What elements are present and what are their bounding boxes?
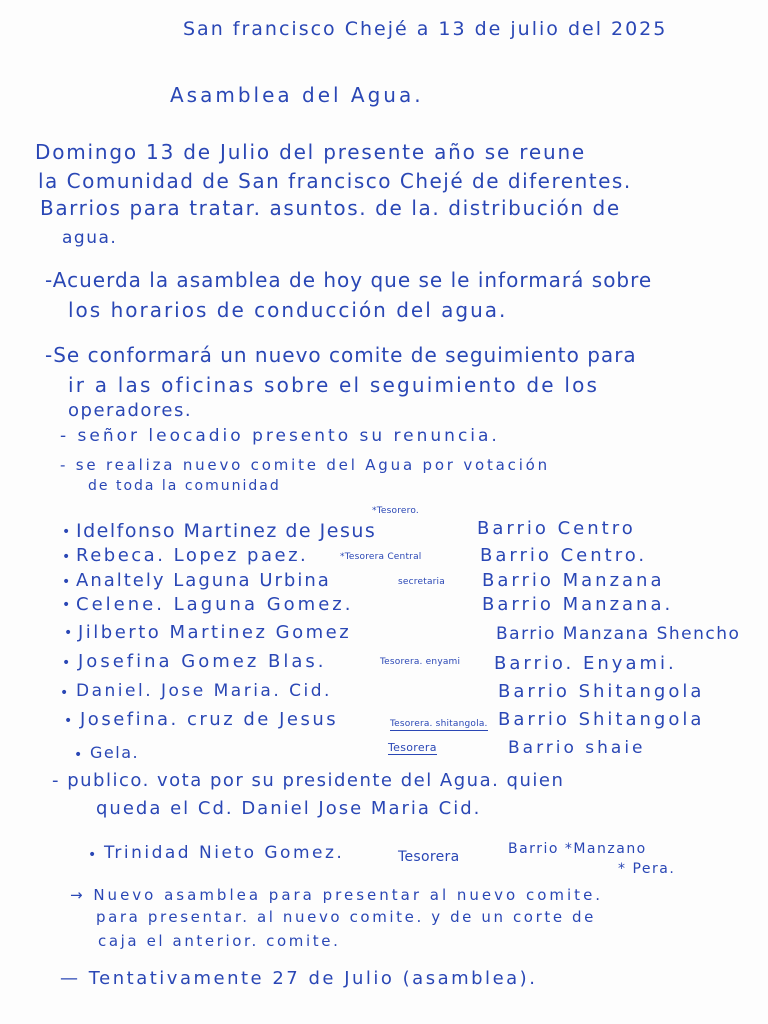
member-barrio: Barrio Centro. [480,545,648,566]
member-barrio: Barrio. Enyami. [494,653,677,674]
member-name: Josefina Gomez Blas. [78,651,327,672]
member-role: Tesorera. enyami [380,657,461,667]
page-title: Asamblea del Agua. [170,83,424,107]
point-2-line-1: -Se conformará un nuevo comite de seguimiento para [45,343,637,367]
member-role: *Tesorero. [372,506,419,516]
member-name: Idelfonso Martinez de Jesus [76,520,377,542]
member-name: Celene. Laguna Gomez. [76,594,354,615]
bullet-icon: • [62,574,72,590]
member-barrio-2: * Pera. [618,861,676,877]
bullet-icon: • [74,747,84,763]
member-role: Tesorera [388,741,437,754]
bullet-icon: • [64,625,74,641]
point-1-line-1: -Acuerda la asamblea de hoy que se le informará sobre [45,268,653,292]
member-role: Tesorera [398,849,460,865]
member-name: Rebeca. Lopez paez. [76,545,309,566]
member-barrio: Barrio Shitangola [498,709,705,730]
intro-line-1: Domingo 13 de Julio del presente año se reune [35,140,587,164]
bullet-icon: • [60,685,70,701]
member-barrio: Barrio Manzana [482,570,665,591]
bullet-icon: • [62,655,72,671]
place-date: San francisco Chejé a 13 de julio del 2025 [183,18,668,40]
bullet-icon: • [62,549,72,565]
member-role: Tesorera. shitangola. [390,719,488,729]
member-barrio: Barrio shaie [508,738,646,758]
point-1-line-2: los horarios de conducción del agua. [68,298,508,322]
member-name: Analtely Laguna Urbina [76,570,331,591]
member-barrio: Barrio Centro [477,518,636,539]
member-role: secretaria [398,577,445,587]
bullet-icon: • [62,597,72,613]
member-name: Jilberto Martinez Gomez [78,622,352,643]
intro-line-4: agua. [62,228,118,248]
closing-line-1: → Nuevo asamblea para presentar al nuevo comite. [70,886,604,904]
point-2-line-3: operadores. [68,400,193,421]
member-name: Daniel. Jose Maria. Cid. [76,681,332,701]
bullet-icon: • [88,847,98,863]
point-2-line-2: ir a las oficinas sobre el seguimiento de los [68,373,600,397]
member-role: *Tesorera Central [340,552,422,562]
vote-line-1: - publico. vota por su presidente del Agua. quien [52,770,565,791]
member-barrio: Barrio *Manzano [508,841,647,857]
member-barrio: Barrio Manzana. [482,594,674,615]
member-name: Trinidad Nieto Gomez. [104,843,345,863]
member-name: Josefina. cruz de Jesus [80,709,339,730]
member-name: Gela. [90,743,140,762]
point-3-line-1: - señor leocadio presento su renuncia. [60,426,500,446]
member-barrio: Barrio Manzana Shencho [496,624,741,644]
closing-line-3: caja el anterior. comite. [98,932,341,950]
closing-line-2: para presentar. al nuevo comite. y de un corte de [96,908,596,926]
point-4-line-1: - se realiza nuevo comite del Agua por votación [60,456,550,474]
vote-line-2: queda el Cd. Daniel Jose Maria Cid. [96,798,482,819]
point-4-line-2: de toda la comunidad [88,478,281,494]
intro-line-3: Barrios para tratar. asuntos. de la. distribución de [40,196,621,220]
bullet-icon: • [62,524,72,540]
bullet-icon: • [64,713,74,729]
intro-line-2: la Comunidad de San francisco Chejé de diferentes. [38,169,632,193]
final-line: — Tentativamente 27 de Julio (asamblea). [60,968,538,989]
member-barrio: Barrio Shitangola [498,681,705,702]
